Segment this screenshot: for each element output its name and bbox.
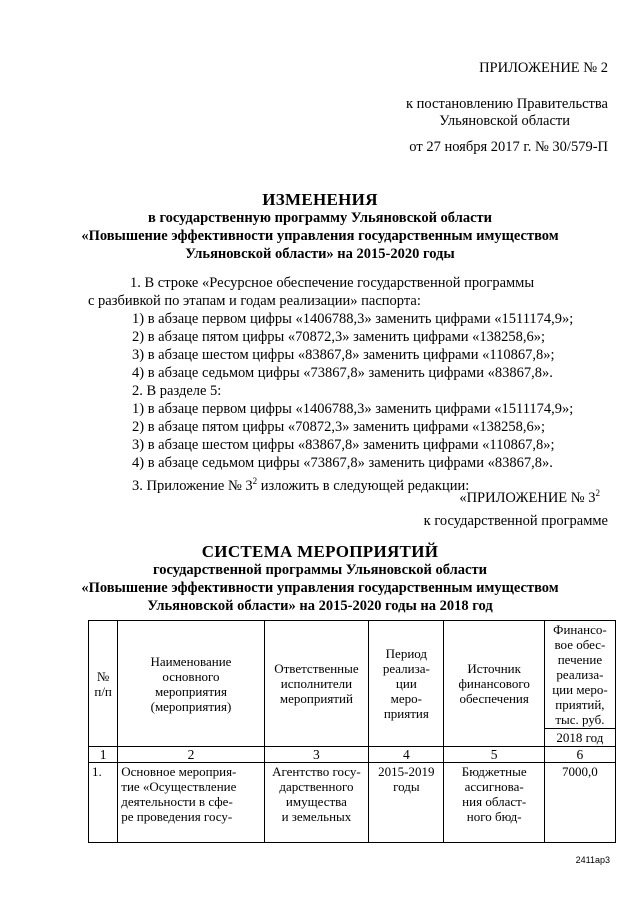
system-title: СИСТЕМА МЕРОПРИЯТИЙ [201,542,439,561]
column-number: 3 [264,747,369,763]
header-year: 2018 год [544,729,615,747]
list-item: 2) в абзаце пятом цифры «70872,3» заменить цифрами «138258,6»; [132,329,546,345]
changes-subtitle-2: «Повышение эффективности управления государственным имуществом [81,228,559,244]
paragraph-1-cont: с разбивкой по этапам и годам реализации» паспорта: [88,293,421,309]
row-number: 1. [89,763,118,843]
executor: Агентство госу- дарственного имущества и земельных [264,763,369,843]
header-period: Период реализа- ции меро- приятия [369,621,444,747]
list-item: 2) в абзаце пятом цифры «70872,3» заменить цифрами «138258,6»; [132,419,546,435]
appendix-3-ref: к государственной программе [423,513,608,529]
list-item: 1) в абзаце первом цифры «1406788,3» заменить цифрами «1511174,9»; [132,401,574,417]
list-item: 3) в абзаце шестом цифры «83867,8» заменить цифрами «110867,8»; [132,347,555,363]
header-measure-name: Наименование основного мероприятия (мероприятия) [118,621,264,747]
system-subtitle-1: государственной программы Ульяновской области [153,562,487,578]
appendix-3-label: «ПРИЛОЖЕНИЕ № $3^2$ [459,488,600,506]
paragraph-3: 3. Приложение № $3^2$ изложить в следующей редакции: [132,476,470,494]
decree-line-2: Ульяновской области [439,113,570,129]
changes-subtitle-1: в государственную программу Ульяновской области [147,210,492,226]
table-row [89,763,616,843]
list-item: 3) в абзаце шестом цифры «83867,8» заменить цифрами «110867,8»; [132,437,555,453]
list-item: 4) в абзаце седьмом цифры «73867,8» заменить цифрами «83867,8». [132,455,553,471]
header-source: Источник финансового обеспечения [444,621,544,747]
funding-source: Бюджетные ассигнова- ния област- ного бюд- [444,763,544,843]
measure-name: Основное мероприя- тие «Осуществление деятельности в сфе- ре проведения госу- [118,763,264,843]
changes-title: ИЗМЕНЕНИЯ [262,190,378,209]
funding-amount: 7000,0 [544,763,615,843]
paragraph-2: 2. В разделе 5: [132,383,222,399]
column-number: 2 [118,747,264,763]
header-funding: Финансо- вое обес- печение реализа- ции меро- приятий, тыс. руб. [544,621,615,729]
header-executors: Ответственные исполнители мероприятий [264,621,369,747]
paragraph-1-start: 1. В строке «Ресурсное обеспечение государственной программы [130,275,535,291]
system-subtitle-3: Ульяновской области» на 2015-2020 годы на 2018 год [147,598,493,614]
measures-table [88,620,616,843]
appendix-label: ПРИЛОЖЕНИЕ № 2 [479,60,608,76]
system-subtitle-2: «Повышение эффективности управления государственным имуществом [81,580,559,596]
column-number: 6 [544,747,615,763]
decree-line-1: к постановлению Правительства [406,96,608,112]
column-number: 5 [444,747,544,763]
footer-code: 2411ар3 [575,855,610,865]
decree-date: от 27 ноября 2017 г. № 30/579-П [409,139,608,155]
list-item: 1) в абзаце первом цифры «1406788,3» заменить цифрами «1511174,9»; [132,311,574,327]
period: 2015-2019 годы [369,763,444,843]
header-number: № п/п [89,621,118,747]
changes-subtitle-3: Ульяновской области» на 2015-2020 годы [185,246,455,262]
list-item: 4) в абзаце седьмом цифры «73867,8» заменить цифрами «83867,8». [132,365,553,381]
column-number: 1 [89,747,118,763]
column-number: 4 [369,747,444,763]
